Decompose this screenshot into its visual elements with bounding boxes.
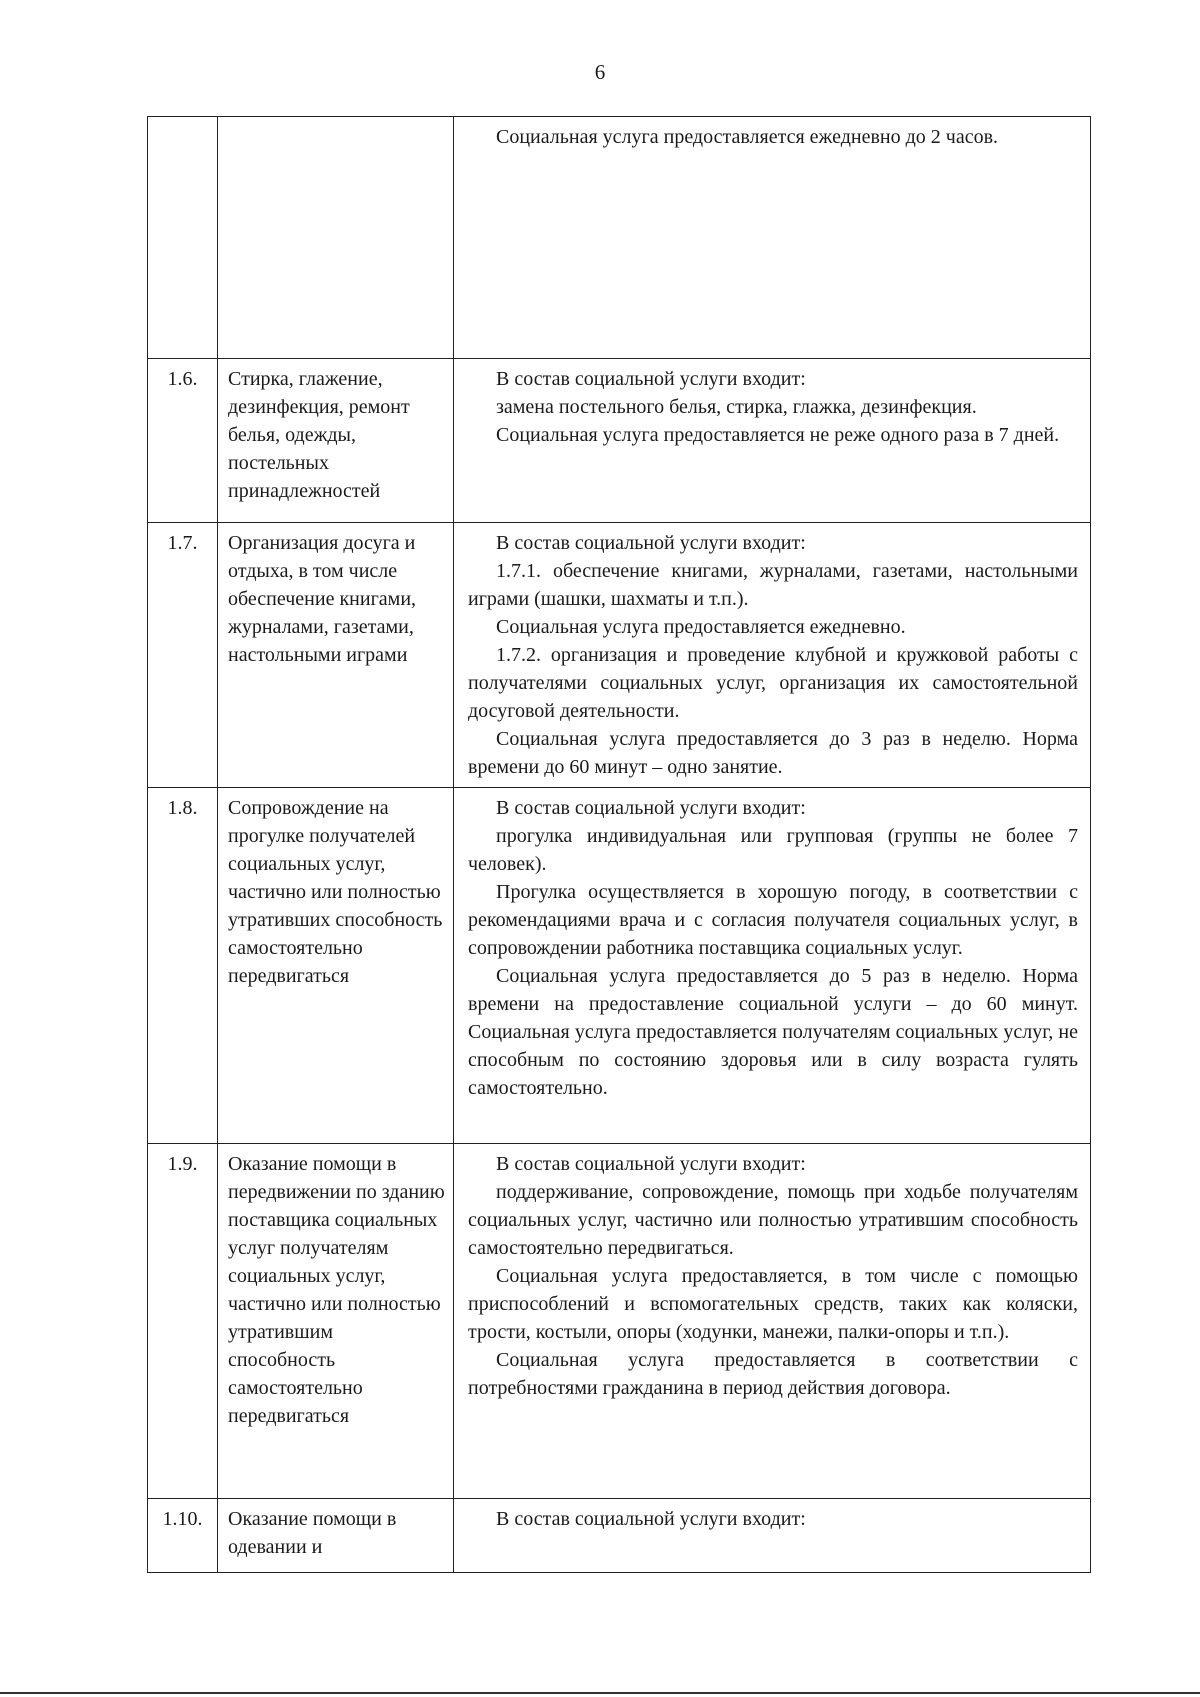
description-paragraph: Социальная услуга предоставляется до 5 раз в неделю. Норма времени на предоставление социальной услуги – до 60 минут. Социальная услуга предоставляется получателям социальных услуг, не способным по состоянию здоровья или в силу возраста гулять самостоятельно. [468,965,1078,1099]
table-row [148,523,1091,788]
table-row [148,1144,1091,1499]
table-row [148,359,1091,523]
page-number: 6 [594,60,606,84]
service-description-cell [454,788,1091,1144]
service-name-cell [218,117,454,359]
description-paragraph: 1.7.1. обеспечение книгами, журналами, газетами, настольными играми (шашки, шахматы и т.п.). [468,560,1078,610]
service-name-cell: Сопровождение на прогулке получателей социальных услуг, частично или полностью утративших способность самостоятельно передвигаться [218,788,454,1144]
description-paragraph: В состав социальной услуги входит: [496,1508,806,1530]
description-paragraph: 1.7.2. организация и проведение клубной и кружковой работы с получателями социальных услуг, организация их самостоятельной досуговой деятельности. [468,644,1078,722]
service-description-cell [454,523,1091,788]
description-paragraph: Прогулка осуществляется в хорошую погоду, в соответствии с рекомендациями врача и с согласия получателя социальных услуг, в сопровождении работника поставщика социальных услуг. [468,881,1078,959]
service-description-cell [454,117,1091,359]
description-paragraph: В состав социальной услуги входит: [496,532,806,554]
service-description-cell [454,359,1091,523]
service-name-cell: Организация досуга и отдыха, в том числе обеспечение книгами, журналами, газетами, настольными играми [218,523,454,788]
services-table [147,116,1091,1573]
table-row [148,1499,1091,1573]
service-name-cell: Оказание помощи в передвижении по зданию поставщика социальных услуг получателям социальных услуг, частично или полностью утратившим способность самостоятельно передвигаться [218,1144,454,1499]
description-paragraph: замена постельного белья, стирка, глажка, дезинфекция. [496,396,977,418]
description-paragraph: Социальная услуга предоставляется до 3 раз в неделю. Норма времени до 60 минут – одно занятие. [468,728,1078,778]
description-paragraph: прогулка индивидуальная или групповая (группы не более 7 человек). [468,825,1078,875]
description-paragraph: Социальная услуга предоставляется ежедневно. [496,616,906,638]
table-row [148,117,1091,359]
service-description-cell [454,1499,1091,1573]
description-paragraph: В состав социальной услуги входит: [496,368,806,390]
row-number-cell: 1.6. [148,359,218,523]
row-number-cell: 1.9. [148,1144,218,1499]
description-paragraph: Социальная услуга предоставляется, в том числе с помощью приспособлений и вспомогательных средств, таких как коляски, трости, костыли, опоры (ходунки, манежи, палки-опоры и т.п.). [468,1265,1078,1343]
description-paragraph: В состав социальной услуги входит: [496,797,806,819]
row-number-cell: 1.10. [148,1499,218,1573]
description-paragraph: Социальная услуга предоставляется в соответствии с потребностями гражданина в период действия договора. [468,1349,1078,1399]
row-number-cell [148,117,218,359]
service-name-cell: Оказание помощи в одевании и [218,1499,454,1573]
service-description-cell [454,1144,1091,1499]
service-name-cell: Стирка, глажение, дезинфекция, ремонт белья, одежды, постельных принадлежностей [218,359,454,523]
page-bottom-rule [0,1692,1200,1694]
description-paragraph: Социальная услуга предоставляется ежедневно до 2 часов. [496,126,999,148]
table-row [148,788,1091,1144]
description-paragraph: поддерживание, сопровождение, помощь при ходьбе получателям социальных услуг, частично или полностью утратившим способность самостоятельно передвигаться. [468,1181,1078,1259]
row-number-cell: 1.8. [148,788,218,1144]
description-paragraph: Социальная услуга предоставляется не реже одного раза в 7 дней. [496,424,1060,446]
row-number-cell: 1.7. [148,523,218,788]
description-paragraph: В состав социальной услуги входит: [496,1153,806,1175]
